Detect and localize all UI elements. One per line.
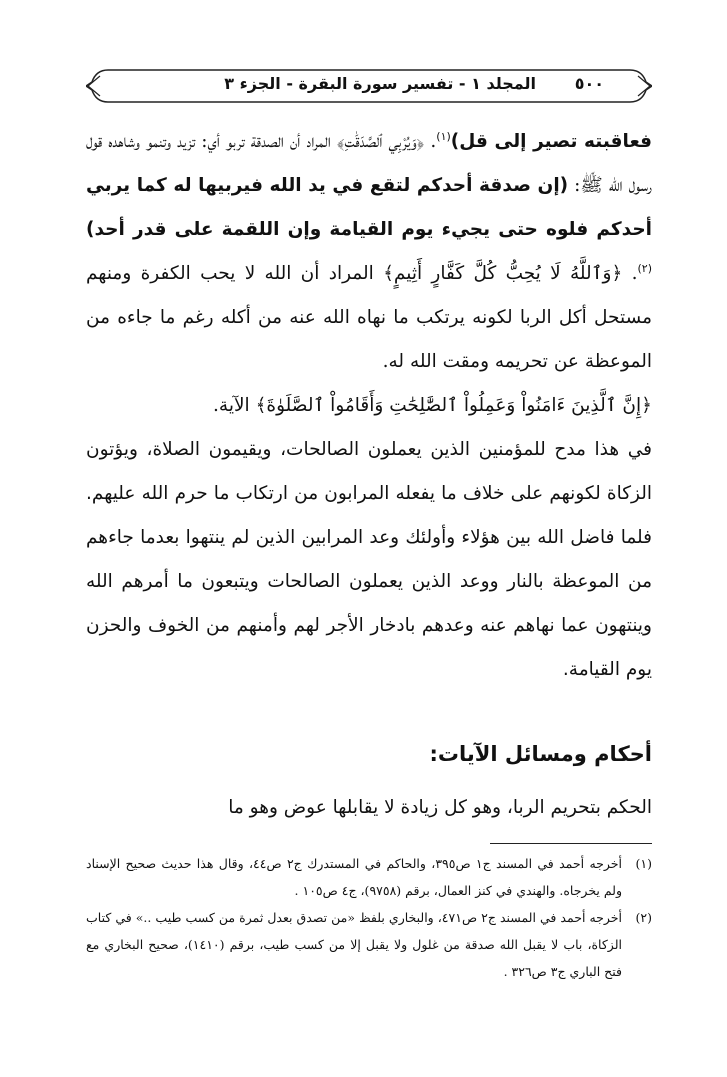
section-heading: أحكام ومسائل الآيات: (429, 742, 652, 766)
header-title: المجلد ١ - تفسير سورة البقرة - الجزء ٣ (224, 74, 536, 93)
footnote-2: (٢) أخرجه أحمد في المسند ج٢ ص٤٧١، والبخاري بلفظ «من تصدق بعدل ثمرة من كسب طيب ..» في كتاب الزكاة، باب لا يقبل الله صدقة من غلول ولا يقبل إلا من كسب طيب، برقم (١٤١٠)، صحيح البخاري مع فتح الباري ج٣ ص٣٢٦ . (86, 910, 652, 979)
paragraph-1: فعاقبته تصير إلى قل)$^{(١)}$. ﴿وَيُرْبِي ٱلصَّدَقَٰتِ﴾ المراد أن الصدقة تربو أي: تزيد وتنمو وشاهده قول رسول الله ﷺ: (إن صدقة أحدكم لتقع في يد الله فيربيها له كما يربي أحدكم فلوه حتى يجيء يوم القيامة وإن اللقمة على قدر أحد)$^{(٢)}$. ﴿وَٱللَّهُ لَا يُحِبُّ كُلَّ كَفَّارٍ أَثِيمٍ﴾ المراد أن الله لا يحب الكفرة ومنهم مستحل أكل الربا لكونه يرتكب ما نهاه الله عنه من أكله رغم ما جاءه من الموعظة عن تحريمه ومقت الله له. (86, 129, 652, 372)
footnotes (86, 850, 652, 985)
footnote-ref-2: (٢) (637, 261, 652, 275)
main-text (86, 120, 652, 692)
hadith-quote: (إن صدقة أحدكم لتقع في يد الله فيربيها له كما يربي أحدكم فلوه حتى يجيء يوم القيامة وإن اللقمة على قدر أحد) (86, 175, 652, 240)
verse-line: ﴿إِنَّ ٱلَّذِينَ ءَامَنُواْ وَعَمِلُواْ ٱلصَّٰلِحَٰتِ وَأَقَامُواْ ٱلصَّلَوٰةَ﴾ الآية. (213, 395, 652, 416)
footnote-1: (١) أخرجه أحمد في المسند ج١ ص٣٩٥، والحاكم في المستدرك ج٢ ص٤٤، وقال هذا حديث صحيح الإسناد ولم يخرجاه. والهندي في كنز العمال، برقم (٩٧٥٨)، ج٤ ص١٠٥ . (86, 856, 652, 898)
book-title: تفسير سورة البقرة (298, 74, 454, 93)
section-first-line: الحكم بتحريم الربا، وهو كل زيادة لا يقابلها عوض وهو ما (228, 797, 652, 818)
volume-label: المجلد ١ (471, 74, 536, 93)
page-number: ٥٠٠ (574, 74, 604, 93)
paragraph-2: في هذا مدح للمؤمنين الذين يعملون الصالحات، ويقيمون الصلاة، ويؤتون الزكاة لكونهم على خلاف ما يفعله المرابون من ارتكاب ما حرم الله عليهم. فلما فاضل الله بين هؤلاء وأولئك وعد المرابين الذين لم ينتهوا بعدما جاءهم من الموعظة بالنار ووعد الذين يعملون الصالحات ويتبعون ما أمرهم الله وينتهون عما نهاهم عنه وعدهم بادخار الأجر لهم وأمنهم من الخوف والحزن يوم القيامة. (86, 439, 652, 680)
footnote-ref-1: (١) (436, 129, 451, 143)
part-label: الجزء ٣ (224, 74, 281, 93)
running-header (86, 62, 652, 110)
footnote-divider (490, 843, 652, 844)
